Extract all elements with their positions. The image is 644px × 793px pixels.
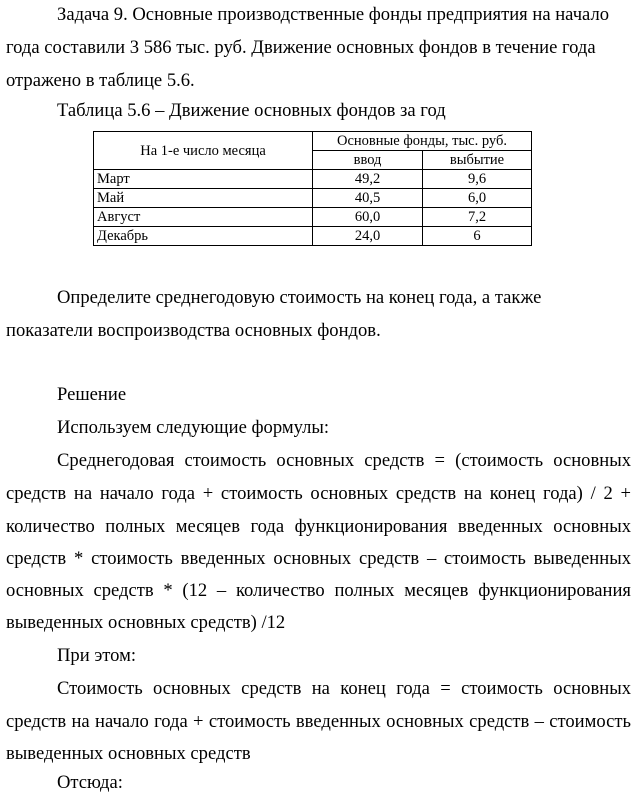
cell-out: 7,2 bbox=[423, 208, 532, 227]
cell-in: 60,0 bbox=[313, 208, 423, 227]
avg-formula-line: средств * стоимость введенных основных средств – стоимость выведенных bbox=[6, 548, 631, 569]
cell-in: 49,2 bbox=[313, 170, 423, 189]
table-row bbox=[94, 208, 532, 227]
end-formula-line: Стоимость основных средств на конец года = стоимость основных bbox=[57, 678, 631, 699]
cell-month: Декабрь bbox=[94, 227, 313, 246]
avg-formula-line: средств на начало года + стоимость основных средств на конец года) / 2 + bbox=[6, 483, 631, 504]
task-line-3: отражено в таблице 5.6. bbox=[6, 70, 195, 91]
cell-in: 24,0 bbox=[313, 227, 423, 246]
table-caption: Таблица 5.6 – Движение основных фондов за год bbox=[57, 100, 446, 121]
avg-formula-line: выведенных основных средств) /12 bbox=[6, 612, 286, 633]
cell-in: 40,5 bbox=[313, 189, 423, 208]
avg-formula-line: количество полных месяцев года функционирования введенных основных bbox=[6, 516, 631, 537]
question-line-2: показатели воспроизводства основных фондов. bbox=[6, 320, 381, 341]
avg-formula-line: основных средств * (12 – количество полных месяцев функционирования bbox=[6, 580, 631, 601]
table-row bbox=[94, 227, 532, 246]
header-month: На 1-е число месяца bbox=[94, 132, 313, 170]
fixed-assets-table bbox=[93, 131, 532, 246]
header-group: Основные фонды, тыс. руб. bbox=[313, 132, 532, 151]
solution-intro: Используем следующие формулы: bbox=[57, 417, 330, 438]
table-row bbox=[94, 170, 532, 189]
cell-out: 6,0 bbox=[423, 189, 532, 208]
question-line-1: Определите среднегодовую стоимость на конец года, а также bbox=[57, 287, 542, 308]
task-line-2: года составили 3 586 тыс. руб. Движение основных фондов в течение года bbox=[6, 37, 596, 58]
cell-out: 6 bbox=[423, 227, 532, 246]
solution-heading: Решение bbox=[57, 384, 127, 405]
table-header-row bbox=[94, 132, 532, 151]
table-row bbox=[94, 189, 532, 208]
end-formula-line: средств на начало года + стоимость введенных основных средств – стоимость bbox=[6, 711, 631, 732]
cell-month: Март bbox=[94, 170, 313, 189]
avg-formula-line: Среднегодовая стоимость основных средств = (стоимость основных bbox=[57, 450, 631, 471]
end-formula-line: выведенных основных средств bbox=[6, 743, 251, 764]
cell-month: Май bbox=[94, 189, 313, 208]
header-out: выбытие bbox=[423, 151, 532, 170]
hence-label: Отсюда: bbox=[57, 772, 123, 793]
cell-month: Август bbox=[94, 208, 313, 227]
cell-out: 9,6 bbox=[423, 170, 532, 189]
task-line-1: Задача 9. Основные производственные фонды предприятия на начало bbox=[57, 4, 610, 25]
where-label: При этом: bbox=[57, 645, 137, 666]
header-in: ввод bbox=[313, 151, 423, 170]
